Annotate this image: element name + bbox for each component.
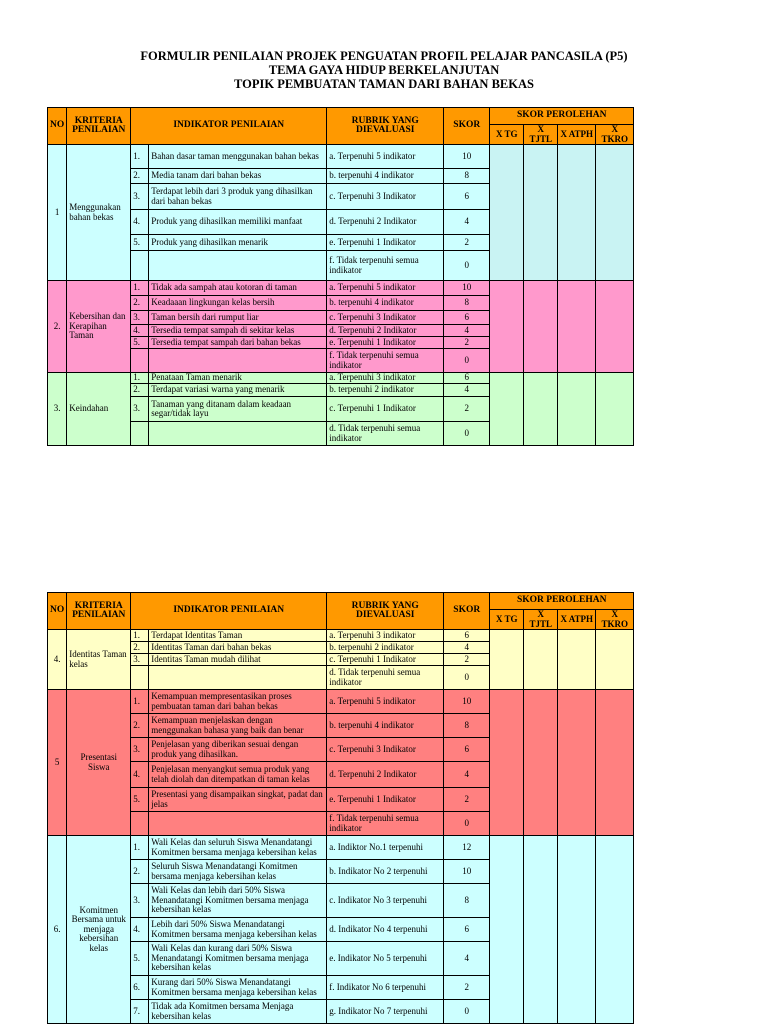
indicator-text: Terdapat Identitas Taman [149, 630, 327, 642]
header-skor-perolehan: SKOR PEROLEHAN [490, 108, 634, 125]
indicator-no: 3. [131, 397, 149, 422]
score-value: 2 [444, 788, 490, 812]
indicator-text: Kemampuan mempresentasikan proses pembuatan taman dari bahan bekas [149, 690, 327, 714]
indicator-text: Wali Kelas dan seluruh Siswa Menandatangi Komitmen bersama menjaga kebersihan kelas [149, 836, 327, 860]
criterion-no: 4. [48, 630, 67, 690]
rubric-text: c. Terpenuhi 1 Indikator [327, 654, 444, 666]
score-value: 0 [444, 422, 490, 446]
indicator-text: Produk yang dihasilkan memiliki manfaat [149, 210, 327, 235]
indicator-no: 4. [131, 210, 149, 235]
indicator-no: 5. [131, 942, 149, 976]
header-class-tjtl: X TJTL [524, 125, 558, 145]
score-cell-atph[interactable] [558, 630, 596, 690]
score-value: 4 [444, 325, 490, 337]
rubric-text: d. Tidak terpenuhi semua indikator [327, 422, 444, 446]
score-value: 2 [444, 235, 490, 251]
score-value: 10 [444, 145, 490, 169]
header-skor: SKOR [444, 593, 490, 630]
score-value: 2 [444, 976, 490, 1000]
criterion-name: Komitmen Bersama untuk menjaga kebersihan kelas [67, 836, 131, 1024]
score-cell-tg[interactable] [490, 145, 524, 281]
rubric-text: c. Indikator No 3 terpenuhi [327, 884, 444, 918]
score-cell-tkro[interactable] [596, 690, 634, 836]
indicator-no [131, 251, 149, 281]
indicator-no: 3. [131, 654, 149, 666]
score-cell-tjtl[interactable] [524, 836, 558, 1024]
indicator-text: Wali Kelas dan kurang dari 50% Siswa Menandatangi Komitmen bersama menjaga kebersihan kelas [149, 942, 327, 976]
rubric-text: c. Terpenuhi 1 Indikator [327, 397, 444, 422]
criterion-no: 2. [48, 281, 67, 373]
criterion-no: 5 [48, 690, 67, 836]
indicator-text: Taman bersih dari rumput liar [149, 311, 327, 325]
score-cell-atph[interactable] [558, 690, 596, 836]
indicator-text: Penjelasan menyangkut semua produk yang telah diolah dan ditempatkan di taman kelas [149, 762, 327, 788]
score-cell-atph[interactable] [558, 373, 596, 446]
score-value: 6 [444, 184, 490, 210]
rubric-text: a. Terpenuhi 5 indikator [327, 690, 444, 714]
header-class-tkro: X TKRO [596, 125, 634, 145]
rubric-text: b. terpenuhi 4 indikator [327, 296, 444, 311]
header-indikator: INDIKATOR PENILAIAN [131, 108, 327, 145]
indicator-text: Tidak ada Komitmen bersama Menjaga kebersihan kelas [149, 1000, 327, 1024]
score-value: 4 [444, 210, 490, 235]
rubric-text: a. Indiktor No.1 terpenuhi [327, 836, 444, 860]
rubric-text: d. Indikator No 4 terpenuhi [327, 918, 444, 942]
score-value: 2 [444, 654, 490, 666]
header-rubrik: RUBRIK YANG DIEVALUASI [327, 593, 444, 630]
indicator-text: Terdapat variasi warna yang menarik [149, 384, 327, 397]
score-cell-tg[interactable] [490, 690, 524, 836]
indicator-text: Lebih dari 50% Siswa Menandatangi Komitmen bersama menjaga kebersihan kelas [149, 918, 327, 942]
rubric-text: f. Indikator No 6 terpenuhi [327, 976, 444, 1000]
indicator-text: Penataan Taman menarik [149, 373, 327, 384]
indicator-text: Terdapat lebih dari 3 produk yang dihasilkan dari bahan bekas [149, 184, 327, 210]
criterion-name: Keindahan [67, 373, 131, 446]
score-value: 0 [444, 812, 490, 836]
indicator-text: Media tanam dari bahan bekas [149, 169, 327, 184]
rubric-text: g. Indikator No 7 terpenuhi [327, 1000, 444, 1024]
rubric-text: b. terpenuhi 2 indikator [327, 384, 444, 397]
score-cell-atph[interactable] [558, 836, 596, 1024]
table-row [48, 690, 634, 714]
score-value: 4 [444, 642, 490, 654]
criterion-name: Presentasi Siswa [67, 690, 131, 836]
table-row [48, 373, 634, 384]
score-value: 0 [444, 251, 490, 281]
rubric-text: b. terpenuhi 4 indikator [327, 714, 444, 738]
score-cell-tg[interactable] [490, 281, 524, 373]
indicator-text: Bahan dasar taman menggunakan bahan bekas [149, 145, 327, 169]
header-class-tg: X TG [490, 125, 524, 145]
criterion-name: Menggunakan bahan bekas [67, 145, 131, 281]
indicator-text: Kemampuan menjelaskan dengan menggunakan bahasa yang baik dan benar [149, 714, 327, 738]
indicator-no: 4. [131, 325, 149, 337]
rubric-text: f. Tidak terpenuhi semua indikator [327, 349, 444, 373]
table-row [48, 836, 634, 860]
score-cell-tg[interactable] [490, 630, 524, 690]
indicator-text: Wali Kelas dan lebih dari 50% Siswa Menandatangi Komitmen bersama menjaga kebersihan kelas [149, 884, 327, 918]
score-cell-tkro[interactable] [596, 145, 634, 281]
criterion-no: 6. [48, 836, 67, 1024]
score-value: 2 [444, 397, 490, 422]
rubric-text: c. Terpenuhi 3 Indikator [327, 738, 444, 762]
assessment-table-2 [47, 592, 634, 1024]
indicator-text [149, 422, 327, 446]
indicator-no: 2. [131, 860, 149, 884]
header-no: NO [48, 593, 67, 630]
table-row [48, 630, 634, 642]
rubric-text: e. Terpenuhi 1 Indikator [327, 235, 444, 251]
indicator-no: 7. [131, 1000, 149, 1024]
score-value: 6 [444, 918, 490, 942]
criterion-name: Kebersihan dan Kerapihan Taman [67, 281, 131, 373]
indicator-text: Keadaaan lingkungan kelas bersih [149, 296, 327, 311]
score-cell-tg[interactable] [490, 836, 524, 1024]
score-value: 6 [444, 630, 490, 642]
criterion-name: Identitas Taman kelas [67, 630, 131, 690]
form-theme: TEMA GAYA HIDUP BERKELANJUTAN [268, 63, 500, 77]
indicator-no: 1. [131, 281, 149, 296]
rubric-text: b. Indikator No 2 terpenuhi [327, 860, 444, 884]
header-indikator: INDIKATOR PENILAIAN [131, 593, 327, 630]
header-class-tjtl: X TJTL [524, 610, 558, 630]
rubric-text: a. Terpenuhi 3 indikator [327, 630, 444, 642]
score-value: 0 [444, 666, 490, 690]
score-value: 4 [444, 942, 490, 976]
indicator-no [131, 422, 149, 446]
header-class-tg: X TG [490, 610, 524, 630]
indicator-text: Presentasi yang disampaikan singkat, padat dan jelas [149, 788, 327, 812]
score-cell-tjtl[interactable] [524, 145, 558, 281]
rubric-text: d. Terpenuhi 2 Indikator [327, 762, 444, 788]
score-value: 6 [444, 373, 490, 384]
indicator-no: 4. [131, 762, 149, 788]
rubric-text: d. Tidak terpenuhi semua indikator [327, 666, 444, 690]
indicator-text: Seluruh Siswa Menandatangi Komitmen bersama menjaga kebersihan kelas [149, 860, 327, 884]
score-value: 2 [444, 337, 490, 349]
rubric-text: e. Terpenuhi 1 Indikator [327, 788, 444, 812]
rubric-text: a. Terpenuhi 5 indikator [327, 281, 444, 296]
score-value: 12 [444, 836, 490, 860]
indicator-no: 4. [131, 918, 149, 942]
form-topic: TOPIK PEMBUATAN TAMAN DARI BAHAN BEKAS [234, 77, 534, 91]
indicator-no: 2. [131, 642, 149, 654]
score-value: 8 [444, 884, 490, 918]
score-cell-tjtl[interactable] [524, 690, 558, 836]
score-value: 8 [444, 296, 490, 311]
score-cell-tkro[interactable] [596, 630, 634, 690]
indicator-text [149, 251, 327, 281]
score-value: 6 [444, 738, 490, 762]
indicator-no: 1. [131, 373, 149, 384]
rubric-text: a. Terpenuhi 3 indikator [327, 373, 444, 384]
table-row [48, 145, 634, 169]
assessment-table-1 [47, 107, 634, 446]
indicator-text: Produk yang dihasilkan menarik [149, 235, 327, 251]
header-kriteria: KRITERIA PENILAIAN [67, 593, 131, 630]
score-cell-tkro[interactable] [596, 373, 634, 446]
score-cell-atph[interactable] [558, 145, 596, 281]
indicator-no: 5. [131, 235, 149, 251]
indicator-text [149, 812, 327, 836]
indicator-text: Identitas Taman dari bahan bekas [149, 642, 327, 654]
rubric-text: d. Terpenuhi 2 Indikator [327, 325, 444, 337]
header-skor: SKOR [444, 108, 490, 145]
rubric-text: c. Terpenuhi 3 Indikator [327, 311, 444, 325]
header-rubrik: RUBRIK YANG DIEVALUASI [327, 108, 444, 145]
indicator-text: Identitas Taman mudah dilihat [149, 654, 327, 666]
indicator-no [131, 812, 149, 836]
score-value: 4 [444, 762, 490, 788]
score-cell-tkro[interactable] [596, 836, 634, 1024]
indicator-no: 1. [131, 836, 149, 860]
indicator-no: 3. [131, 738, 149, 762]
score-cell-tjtl[interactable] [524, 281, 558, 373]
score-cell-tjtl[interactable] [524, 373, 558, 446]
indicator-no: 2. [131, 714, 149, 738]
indicator-no: 5. [131, 788, 149, 812]
indicator-text: Tidak ada sampah atau kotoran di taman [149, 281, 327, 296]
indicator-no: 3. [131, 184, 149, 210]
rubric-text: e. Terpenuhi 1 Indikator [327, 337, 444, 349]
score-value: 10 [444, 860, 490, 884]
score-value: 6 [444, 311, 490, 325]
rubric-text: e. Indikator No 5 terpenuhi [327, 942, 444, 976]
indicator-text: Tanaman yang ditanam dalam keadaan segar/tidak layu [149, 397, 327, 422]
criterion-no: 1 [48, 145, 67, 281]
rubric-text: b. terpenuhi 2 indikator [327, 642, 444, 654]
rubric-text: d. Terpenuhi 2 Indikator [327, 210, 444, 235]
score-value: 8 [444, 714, 490, 738]
indicator-text: Tersedia tempat sampah dari bahan bekas [149, 337, 327, 349]
header-class-atph: X ATPH [558, 125, 596, 145]
indicator-no: 5. [131, 337, 149, 349]
score-cell-tg[interactable] [490, 373, 524, 446]
indicator-no: 1. [131, 630, 149, 642]
score-value: 0 [444, 349, 490, 373]
indicator-text: Penjelasan yang diberikan sesuai dengan produk yang dihasilkan. [149, 738, 327, 762]
indicator-no: 3. [131, 311, 149, 325]
indicator-no: 1. [131, 690, 149, 714]
criterion-no: 3. [48, 373, 67, 446]
score-value: 4 [444, 384, 490, 397]
score-cell-tkro[interactable] [596, 281, 634, 373]
rubric-text: f. Tidak terpenuhi semua indikator [327, 251, 444, 281]
form-title: FORMULIR PENILAIAN PROJEK PENGUATAN PROFIL PELAJAR PANCASILA (P5) [140, 49, 628, 63]
header-skor-perolehan: SKOR PEROLEHAN [490, 593, 634, 610]
rubric-text: c. Terpenuhi 3 Indikator [327, 184, 444, 210]
score-value: 10 [444, 281, 490, 296]
score-value: 10 [444, 690, 490, 714]
score-value: 8 [444, 169, 490, 184]
indicator-no: 3. [131, 884, 149, 918]
header-no: NO [48, 108, 67, 145]
indicator-no: 2. [131, 384, 149, 397]
rubric-text: b. terpenuhi 4 indikator [327, 169, 444, 184]
indicator-no [131, 666, 149, 690]
table-row [48, 281, 634, 296]
indicator-no: 6. [131, 976, 149, 1000]
score-value: 0 [444, 1000, 490, 1024]
indicator-no [131, 349, 149, 373]
score-cell-tjtl[interactable] [524, 630, 558, 690]
score-cell-atph[interactable] [558, 281, 596, 373]
indicator-text: Tersedia tempat sampah di sekitar kelas [149, 325, 327, 337]
header-kriteria: KRITERIA PENILAIAN [67, 108, 131, 145]
indicator-no: 2. [131, 296, 149, 311]
rubric-text: a. Terpenuhi 5 indikator [327, 145, 444, 169]
rubric-text: f. Tidak terpenuhi semua indikator [327, 812, 444, 836]
header-class-atph: X ATPH [558, 610, 596, 630]
header-class-tkro: X TKRO [596, 610, 634, 630]
indicator-no: 2. [131, 169, 149, 184]
indicator-text [149, 666, 327, 690]
indicator-no: 1. [131, 145, 149, 169]
indicator-text: Kurang dari 50% Siswa Menandatangi Komitmen bersama menjaga kebersihan kelas [149, 976, 327, 1000]
indicator-text [149, 349, 327, 373]
